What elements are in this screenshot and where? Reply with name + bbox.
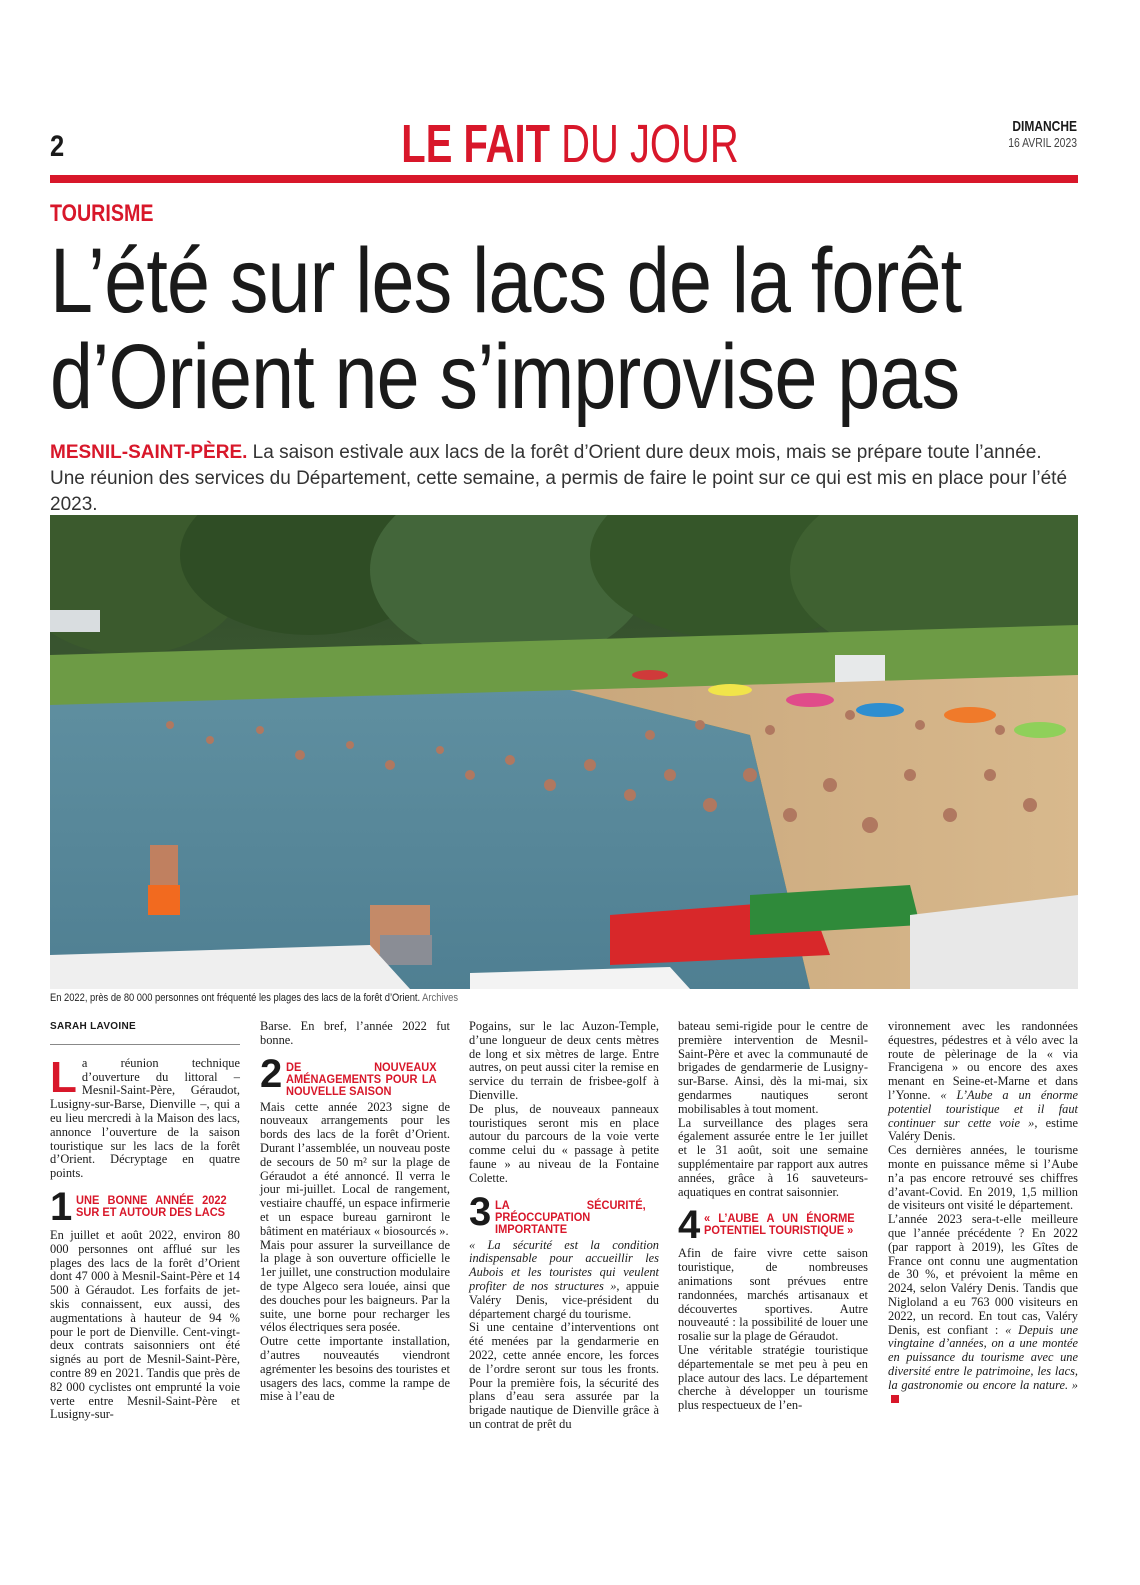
subhead-3 [469, 1189, 659, 1236]
column-4 [678, 1020, 868, 1413]
subhead-4-title: « L’AUBE A UN ÉNORME POTENTIEL TOURISTIQUE » [704, 1211, 855, 1238]
subhead-1-number: 1 [50, 1184, 73, 1229]
standfirst-place: MESNIL-SAINT-PÈRE. [50, 442, 248, 463]
caption-text: En 2022, près de 80 000 personnes ont fréquenté les plages des lacs de la forêt d’Orient. [50, 992, 421, 1004]
header-rule [50, 175, 1078, 183]
column-3 [469, 1020, 659, 1432]
beach-photo-image [50, 515, 1078, 989]
dateline [991, 118, 1077, 150]
section-4-paragraph-3 [888, 1020, 1078, 1144]
intro-paragraph [50, 1052, 240, 1181]
beach-photo [50, 515, 1078, 989]
section-3-paragraph-3: bateau semi-rigide pour le centre de première intervention de Mesnil-Saint-Père et avec la communauté de brigades de gendarmerie de Lusigny-sur-Barse. Ainsi, dès la mi-mai, six gendarmes nautiques seront mobilisables à tout moment. [678, 1019, 868, 1116]
section-3-quote: « La sécurité est la condition indispensable pour accueillir les Aubois et les touristes qui veulent profiter de nos structures » [469, 1237, 659, 1293]
subhead-2-title: DE NOUVEAUX AMÉNAGEMENTS POUR LA NOUVELLE SAISON [286, 1059, 437, 1098]
headline-line-1: L’été sur les lacs de la forêt [50, 230, 962, 332]
intro-text: a réunion technique d’ouverture du littoral – Mesnil-Saint-Père, Géraudot, Lusigny-sur-Barse, Dienville –, qui a eu lieu mercredi à la Maison des lacs, annonce l’ouverture de la saison touristique sur les lacs de la forêt d’Orient. Décryptage en quatre points. [50, 1055, 240, 1181]
closing-text: L’année 2023 sera-t-elle meilleure que l’année précédente ? En 2022 (par rapport à 2019), les Gîtes de France ont connu une augmentation de 30 %, et prévoient la même en 2024, selon Valéry Denis. Tandis que Nigloland a eu 763 000 visiteurs en 2022, un record. En tout cas, Valéry Denis, est confiant : [888, 1212, 1078, 1337]
section-1-paragraph-end: Barse. En bref, l’année 2022 fut bonne. [260, 1019, 450, 1047]
column-5 [888, 1020, 1078, 1406]
section-3-paragraph-4: La surveillance des plages sera également assurée entre le 1er juillet et le 31 août, soit une semaine supplémentaire par rapport aux autres années, grâce à 16 sauveteurs-aquatiques en contrat saisonnier. [678, 1115, 868, 1199]
subhead-2 [260, 1051, 450, 1098]
section-4-quote: « L’Aube a un énorme potentiel touristique et il faut continuer sur cette voie » [888, 1087, 1078, 1130]
section-4-text-a: vironnement avec les randonnées équestres, pédestres et à vélo avec la route de pèlerinage de la « via Francigena » ou encore des axes menant en Seine-et-Marne et dans l’Yonne. [888, 1019, 1078, 1102]
headline [50, 230, 1050, 428]
photo-caption [50, 992, 458, 1004]
section-1-paragraph: En juillet et août 2022, environ 80 000 personnes ont afflué sur les plages des lacs de la forêt d’Orient dont 47 000 à Mesnil-Saint-Père et 14 500 à Géraudot. Les forfaits de jet-skis connaissent, eux aussi, des augmentations à hauteur de 94 % pour le port de Dienville. Cent-vingt-deux contrats saisonniers ont été signés au port de Mesnil-Saint-Père, contre 89 en 2021. Tandis que près de 82 000 cyclistes ont emprunté la voie verte entre Mesnil-Saint-Père et Lusigny-sur- [50, 1227, 240, 1422]
section-3-attribution: , appuie Valéry Denis, vice-président du département chargé du tourisme. [469, 1278, 659, 1321]
subhead-2-number: 2 [260, 1051, 283, 1096]
section-2-paragraph-5: De plus, de nouveaux panneaux touristiques seront mis en place autour du parcours de la voie verte comme celui du « passage à petite faune » au niveau de la Fontaine Colette. [469, 1101, 659, 1185]
photo-credit: Archives [422, 992, 459, 1004]
section-2-paragraph-2: Mais pour assurer la surveillance de la plage à son ouverture officielle le 1er juillet, une construction modulaire de type Algeco sera louée, ainsi que des douches pour les baigneurs. Par la suite, une borne pour recharger les vélos électriques sera posée. [260, 1237, 450, 1335]
page-number: 2 [50, 130, 65, 163]
subhead-4-number: 4 [678, 1203, 701, 1248]
end-mark [891, 1395, 899, 1403]
headline-line-2: d’Orient ne s’improvise pas [50, 326, 960, 428]
rubric-bold: LE FAIT [401, 114, 551, 174]
standfirst-text: La saison estivale aux lacs de la forêt d’Orient dure deux mois, mais se prépare toute l’année. Une réunion des services du Département, cette semaine, a permis de faire le point sur ce qui est mis en place pour l’été 2023. [50, 442, 1068, 515]
section-4-paragraph-1: Afin de faire vivre cette saison touristique, de nombreuses animations sont prévues entre randonnées, marchés artisanaux et découvertes sportives. Autre nouveauté : la possibilité de louer une rosalie sur la plage de Géraudot. [678, 1246, 868, 1344]
section-4-attribution: , estime Valéry Denis. [888, 1115, 1079, 1144]
subhead-1 [50, 1184, 240, 1229]
column-2 [260, 1020, 450, 1404]
section-2-paragraph-1: Mais cette année 2023 signe de nouveaux arrangements pour les bords des lacs de la forêt d’Orient. Durant l’assemblée, un nouveau poste de secours de 50 m² sur la plage de Géraudot a été annoncé. Il verra le jour mi-juillet. Local de rangement, vestiaire chauffé, un espace infirmerie et un espace bureau garniront le bâtiment en matériaux « biosourcés ». [260, 1099, 450, 1238]
subhead-3-title: LA SÉCURITÉ, PRÉOCCUPATION IMPORTANTE [495, 1197, 646, 1236]
section-3-paragraph-2: Si une centaine d’interventions ont été menées par la gendarmerie en 2022, cette année encore, les forces de l’ordre seront sur tous les fronts. Pour la première fois, la sécurité des plans d’eau sera assurée par la brigade nautique de Dienville grâce à un contrat de prêt du [469, 1320, 659, 1431]
byline-rule [50, 1044, 240, 1045]
section-4-paragraph-2: Une véritable stratégie touristique départementale se met peu à peu en place autour des lacs. Le département cherche à développer un tourisme plus respectueux de l’en- [678, 1342, 868, 1413]
rubric-title [0, 113, 1140, 175]
section-2-paragraph-4: Pogains, sur le lac Auzon-Temple, d’une longueur de deux cents mètres de long et six mètres de large. Entre autres, on peut aussi citer la remise en service du terrain de frisbee-golf à Dienville. [469, 1019, 659, 1102]
subhead-1-title: UNE BONNE ANNÉE 2022 SUR ET AUTOUR DES LACS [76, 1192, 227, 1219]
section-label: TOURISME [50, 200, 154, 227]
dropcap: L [50, 1052, 77, 1102]
rubric-light: DU JOUR [561, 114, 739, 174]
section-3-paragraph-1 [469, 1239, 659, 1322]
section-4-paragraph-5 [888, 1213, 1078, 1406]
standfirst [50, 440, 1070, 518]
subhead-4 [678, 1203, 868, 1248]
day-label: DIMANCHE [1012, 118, 1077, 135]
subhead-3-number: 3 [469, 1189, 492, 1234]
byline: SARAH LAVOINE [50, 1021, 136, 1032]
section-2-paragraph-3: Outre cette importante installation, d’autres nouveautés viendront agrémenter les besoins des touristes et usagers des lacs, comme la rampe de mise à l’eau de [260, 1334, 450, 1404]
column-1 [50, 1020, 240, 1422]
date-label: 16 AVRIL 2023 [1008, 135, 1077, 150]
closing-quote: « Depuis une vingtaine d’années, on a une montée en puissance du tourisme avec une diversité entre le patrimoine, les lacs, la gastronomie ou encore la nature. » [888, 1322, 1078, 1392]
section-4-paragraph-4: Ces dernières années, le tourisme monte en puissance même si l’Aube n’a pas encore retrouvé ses chiffres d’avant-Covid. En 2019, 1,5 million de visiteurs ont visité le département. [888, 1143, 1078, 1213]
